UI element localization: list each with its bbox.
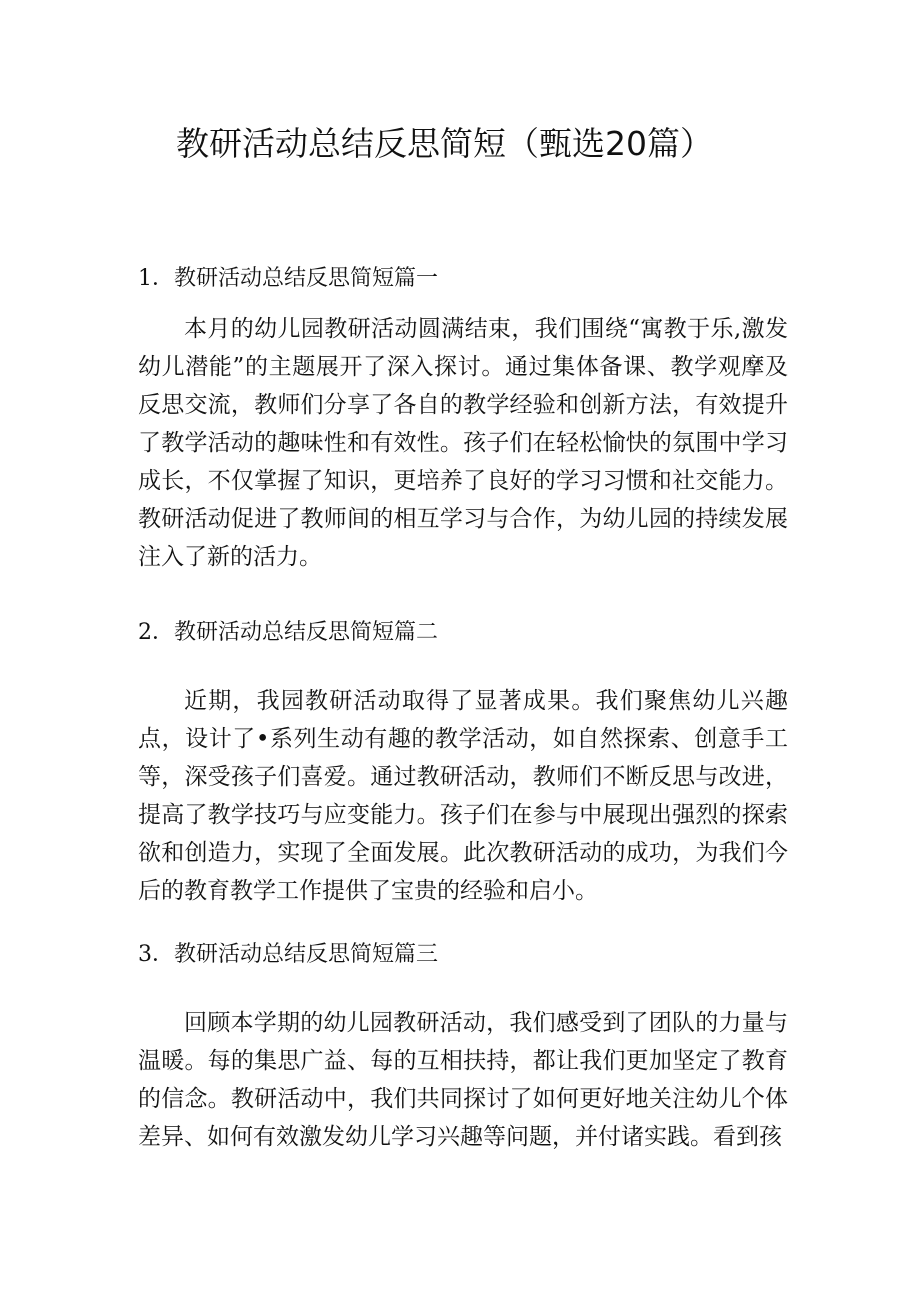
section-heading: 1．教研活动总结反思简短篇一 bbox=[138, 266, 438, 291]
section-body: 本月的幼儿园教研活动圆满结束，我们围绕“寓教于乐,激发幼儿潜能”的主题展开了深入探讨。通过集体备课、教学观摩及反思交流，教师们分享了各自的教学经验和创新方法，有效提升了教学活动的趣味性和有效性。孩子们在轻松愉快的氛围中学习成长，不仅掌握了知识，更培养了良好的学习习惯和社交能力。教研活动促进了教师间的相互学习与合作，为幼儿园的持续发展注入了新的活力。 bbox=[138, 316, 788, 570]
section-body: 近期，我园教研活动取得了显著成果。我们聚焦幼儿兴趣点，设计了•系列生动有趣的教学活动，如自然探索、创意手工等，深受孩子们喜爱。通过教研活动，教师们不断反思与改进，提高了教学技巧与应变能力。孩子们在参与中展现出强烈的探索欲和创造力，实现了全面发展。此次教研活动的成功，为我们今后的教育教学工作提供了宝贵的经验和启小。 bbox=[138, 688, 788, 904]
section-heading: 2．教研活动总结反思简短篇二 bbox=[138, 620, 438, 645]
section-3 bbox=[138, 938, 788, 1156]
section-body: 回顾本学期的幼儿园教研活动，我们感受到了团队的力量与温暖。每的集思广益、每的互相扶持，都让我们更加坚定了教育的信念。教研活动中，我们共同探讨了如何更好地关注幼儿个体差异、如何有效激发幼儿学习兴趣等问题，并付诸实践。看到孩 bbox=[138, 1010, 788, 1150]
section-2 bbox=[138, 616, 788, 910]
section-1 bbox=[138, 262, 788, 576]
section-heading: 3．教研活动总结反思简短篇三 bbox=[138, 942, 438, 967]
document-title: 教研活动总结反思简短（甄选20篇） bbox=[176, 124, 713, 163]
